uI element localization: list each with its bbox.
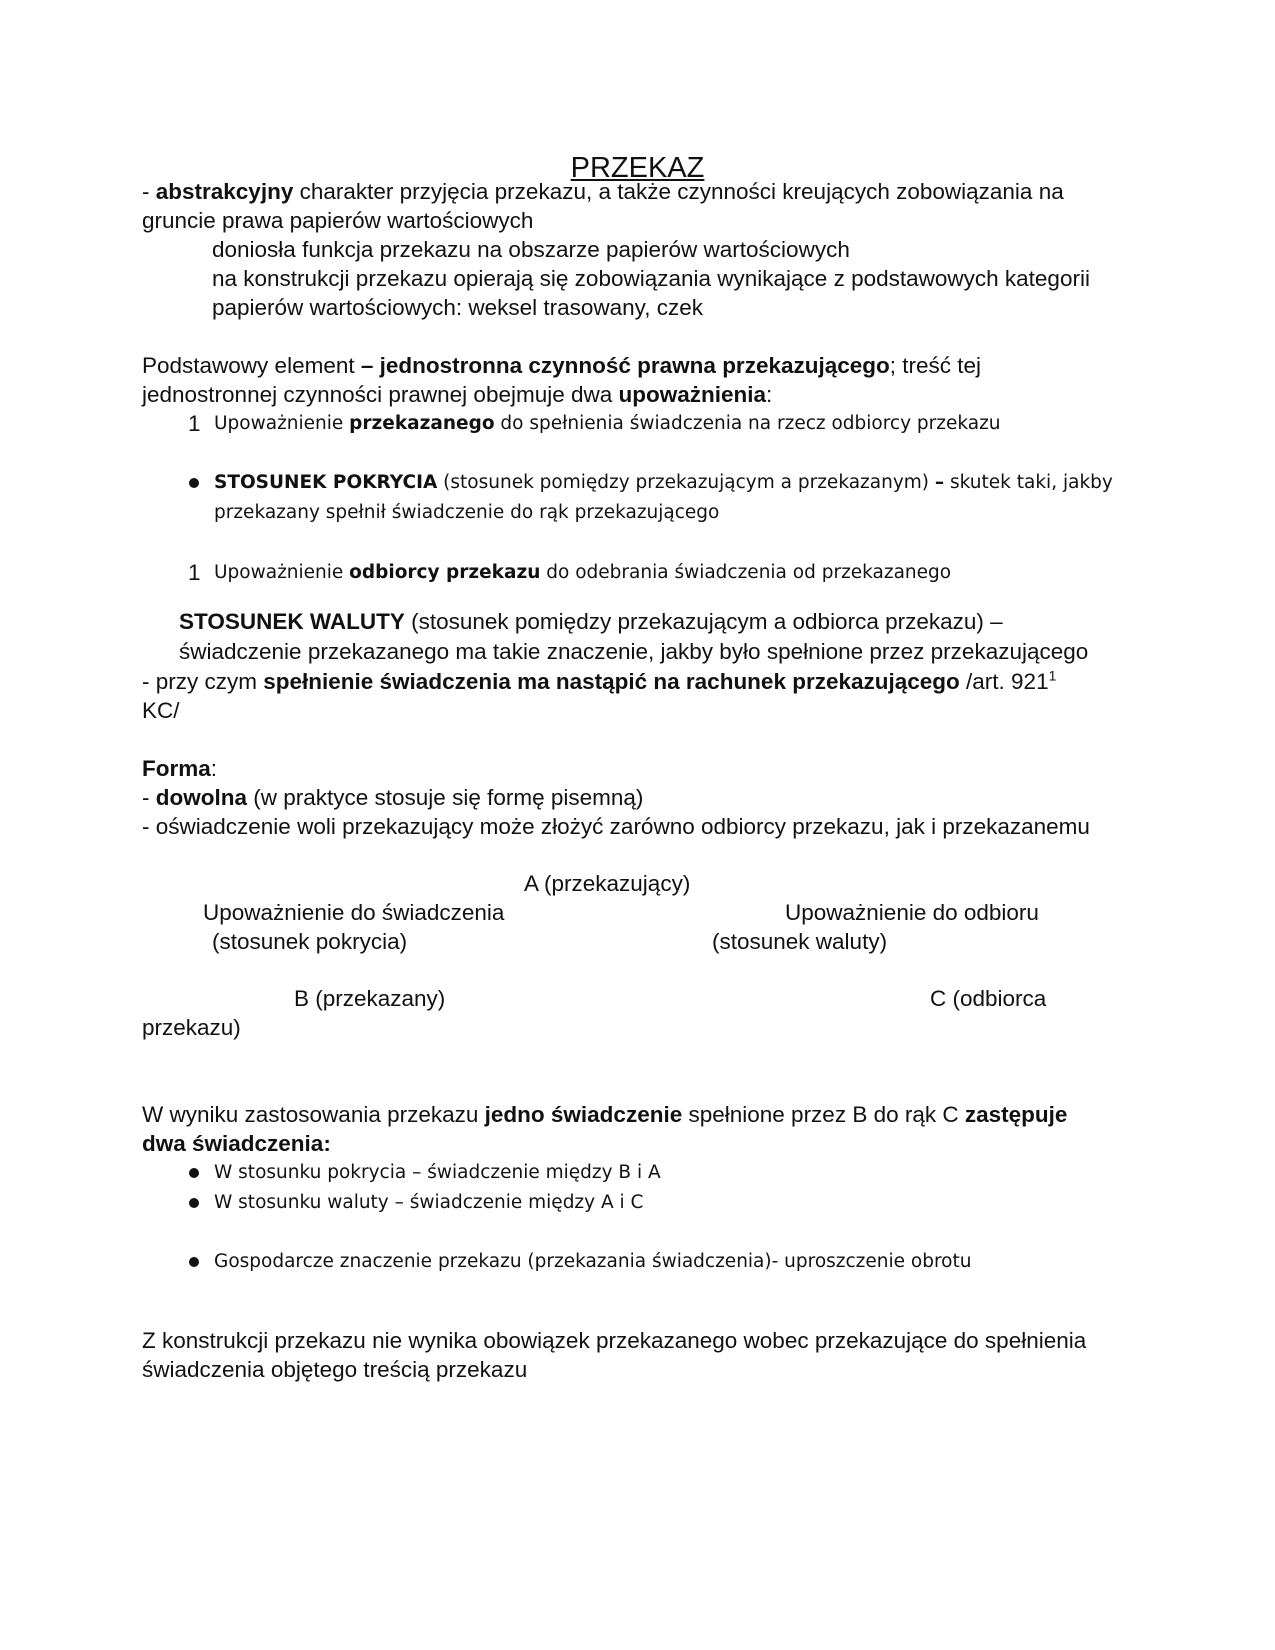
basic-l2-bold: upoważnienia [618, 382, 767, 407]
intro-line-1 [142, 177, 1064, 207]
item1-bold: przekazanego [349, 413, 495, 434]
result-pre: W wyniku zastosowania przekazu [142, 1102, 485, 1127]
form-colon: : [210, 756, 218, 781]
diagram-left-2: (stosunek pokrycia) [212, 929, 408, 954]
diagram-right-2: (stosunek waluty) [712, 929, 888, 954]
item1-rest: do spełnienia świadczenia na rzecz odbiorcy przekazu [494, 413, 1001, 434]
currency-line-4: KC/ [142, 698, 180, 723]
cover-rest2: skutek taki, jakby [944, 472, 1113, 493]
form-line-2: - oświadczenie woli przekazujący może złożyć zarówno odbiorcy przekazu, jak i przekazanemu [142, 814, 1090, 839]
basic-line-1 [142, 351, 981, 381]
intro-bold: abstrakcyjny [155, 179, 294, 204]
basic-bold: – jednostronna czynność prawna przekazującego [360, 353, 890, 378]
intro-dash: - [142, 179, 156, 204]
diagram-c-2: przekazu) [142, 1015, 241, 1040]
result-bullet-1: W stosunku pokrycia – świadczenie między B i A [214, 1162, 661, 1183]
currency-line-3 [142, 667, 1056, 697]
currency-line-1 [179, 607, 1003, 637]
bullet-icon [189, 1168, 203, 1182]
cover-line-1 [214, 468, 1113, 498]
basic-l2-rest: : [766, 382, 773, 407]
result-bullet-3: Gospodarcze znaczenie przekazu (przekazania świadczenia)- uproszczenie obrotu [214, 1251, 972, 1272]
basic-rest: ; treść tej [889, 353, 982, 378]
item1-pre: Upoważnienie [214, 413, 350, 434]
intro-line-2: gruncie prawa papierów wartościowych [142, 208, 534, 233]
currency-l3-rest: /art. 921 [959, 669, 1049, 694]
result-line-2 [142, 1129, 331, 1159]
item2-bold: odbiorcy przekazu [349, 562, 541, 583]
currency-line-2: świadczenie przekazanego ma takie znaczenie, jakby było spełnione przez przekazującego [179, 639, 1089, 664]
diagram-left-1: Upoważnienie do świadczenia [203, 900, 505, 925]
intro-sub-1: doniosła funkcja przekazu na obszarze papierów wartościowych [212, 237, 850, 262]
item2-pre: Upoważnienie [214, 562, 350, 583]
form-label [142, 754, 217, 784]
currency-rest: (stosunek pomiędzy przekazującym a odbiorca przekazu) – [404, 609, 1003, 634]
diagram-right-1: Upoważnienie do odbioru [785, 900, 1039, 925]
intro-rest: charakter przyjęcia przekazu, a także czynności kreujących zobowiązania na [293, 179, 1064, 204]
footnote-superscript: 1 [1048, 667, 1057, 684]
result-l2-bold: dwa świadczenia: [142, 1131, 331, 1156]
form-line-1 [142, 783, 643, 813]
form-bold: Forma [142, 756, 211, 781]
diagram-a: A (przekazujący) [524, 871, 691, 896]
currency-l3-pre: - przy czym [142, 669, 264, 694]
result-bold: jedno świadczenie [484, 1102, 683, 1127]
basic-pre: Podstawowy element [142, 353, 361, 378]
intro-sub-2b: papierów wartościowych: weksel trasowany, czek [212, 295, 704, 320]
list-item-1 [214, 409, 1001, 439]
cover-dash: – [934, 472, 945, 493]
diagram-b: B (przekazany) [294, 986, 446, 1011]
form-l1-bold: dowolna [155, 785, 247, 810]
bullet-icon [189, 1198, 203, 1212]
item2-rest: do odebrania świadczenia od przekazanego [540, 562, 952, 583]
form-l1-rest: (w praktyce stosuje się formę pisemną) [247, 785, 644, 810]
cover-bold: STOSUNEK POKRYCIA [214, 472, 438, 493]
currency-bold: STOSUNEK WALUTY [179, 609, 405, 634]
bullet-icon [189, 478, 203, 492]
result-mid: spełnione przez B do rąk C [682, 1102, 965, 1127]
closing-line-2: świadczenia objętego treścią przekazu [142, 1357, 528, 1382]
list-number-2: 1 [188, 560, 201, 585]
result-bullet-2: W stosunku waluty – świadczenie między A i C [214, 1192, 644, 1213]
list-item-2 [214, 558, 951, 588]
basic-line-2 [142, 380, 772, 410]
result-bold2: zastępuje [964, 1102, 1068, 1127]
closing-line-1: Z konstrukcji przekazu nie wynika obowiązek przekazanego wobec przekazujące do spełnienia [142, 1328, 1087, 1353]
list-number-1: 1 [188, 411, 201, 436]
cover-rest1: (stosunek pomiędzy przekazującym a przekazanym) [437, 472, 935, 493]
bullet-icon [189, 1257, 203, 1271]
diagram-c-1: C (odbiorca [930, 986, 1047, 1011]
cover-line-2: przekazany spełnił świadczenie do rąk przekazującego [214, 502, 720, 523]
page-title: PRZEKAZ [570, 152, 705, 184]
result-line-1 [142, 1100, 1067, 1130]
basic-l2-pre: jednostronnej czynności prawnej obejmuje dwa [142, 382, 619, 407]
currency-l3-bold: spełnienie świadczenia ma nastąpić na rachunek przekazującego [263, 669, 960, 694]
form-l1-pre: - [142, 785, 156, 810]
intro-sub-2a: na konstrukcji przekazu opierają się zobowiązania wynikające z podstawowych kategorii [212, 266, 1090, 291]
